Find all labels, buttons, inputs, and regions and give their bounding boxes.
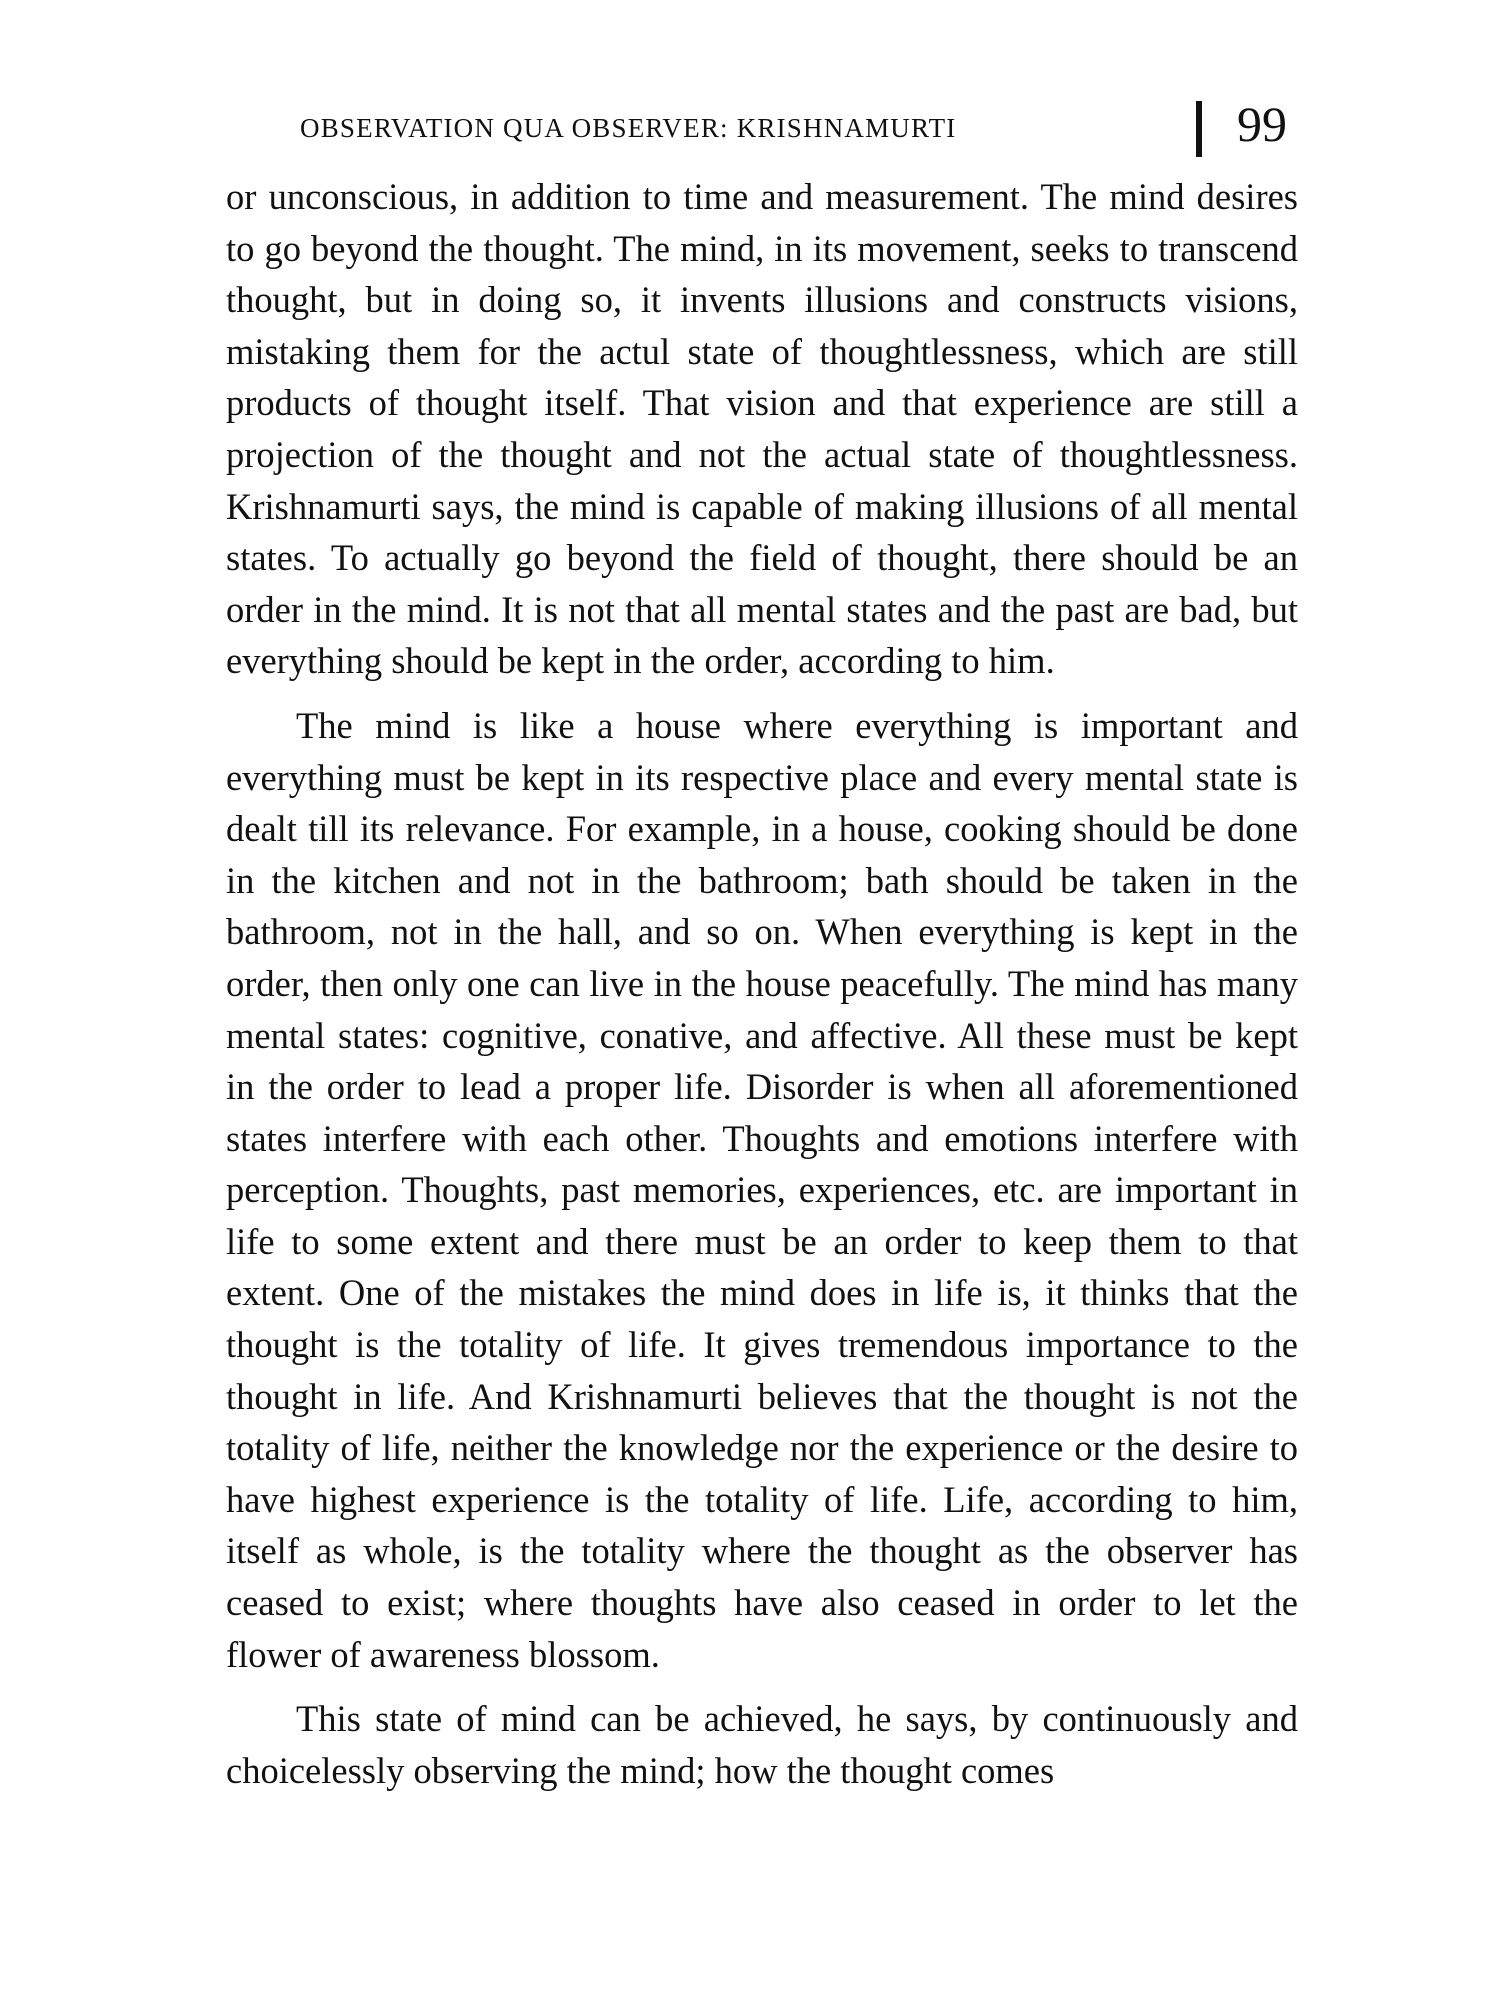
running-head-divider (1196, 101, 1202, 157)
running-head-title: OBSERVATION QUA OBSERVER: KRISHNAMURTI (300, 113, 957, 143)
paragraph-state-of-mind: This state of mind can be achieved, he says, by continuously and choicelessly observing the mind; how the thought comes (226, 1698, 1298, 1791)
body-text (226, 171, 1298, 1796)
page-number: 99 (1237, 96, 1287, 152)
paragraph-continued: or unconscious, in addition to time and measurement. The mind desires to go beyond the thought. The mind, in its movement, seeks to transcend thought, but in doing so, it invents illusions and constructs visions, mistaking them for the actul state of thoughtlessness, which are still products of thought itself. That vision and that experience are still a projection of the thought and not the actual state of thoughtlessness. Krishnamurti says, the mind is capable of making illusions of all mental states. To actually go beyond the field of thought, there should be an order in the mind. It is not that all mental states and the past are bad, but everything should be kept in the order, according to him. (226, 176, 1298, 682)
paragraph-mind-house: The mind is like a house where everything is important and everything must be kept in its respective place and every mental state is dealt till its relevance. For example, in a house, cooking should be done in the kitchen and not in the bathroom; bath should be taken in the bathroom, not in the hall, and so on. When everything is kept in the order, then only one can live in the house peacefully. The mind has many mental states: cognitive, conative, and affective. All these must be kept in the order to lead a proper life. Disorder is when all aforementioned states interfere with each other. Thoughts and emotions interfere with perception. Thoughts, past memories, experiences, etc. are important in life to some extent and there must be an order to keep them to that extent. One of the mistakes the mind does in life is, it thinks that the thought is the totality of life. It gives tremendous importance to the thought in life. And Krishnamurti believes that the thought is not the totality of life, neither the knowledge nor the experience or the desire to have highest experience is the totality of life. Life, according to him, itself as whole, is the totality where the thought as the observer has ceased to exist; where thoughts have also ceased in order to let the flower of awareness blossom. (226, 704, 1298, 1675)
running-head (300, 95, 1300, 165)
